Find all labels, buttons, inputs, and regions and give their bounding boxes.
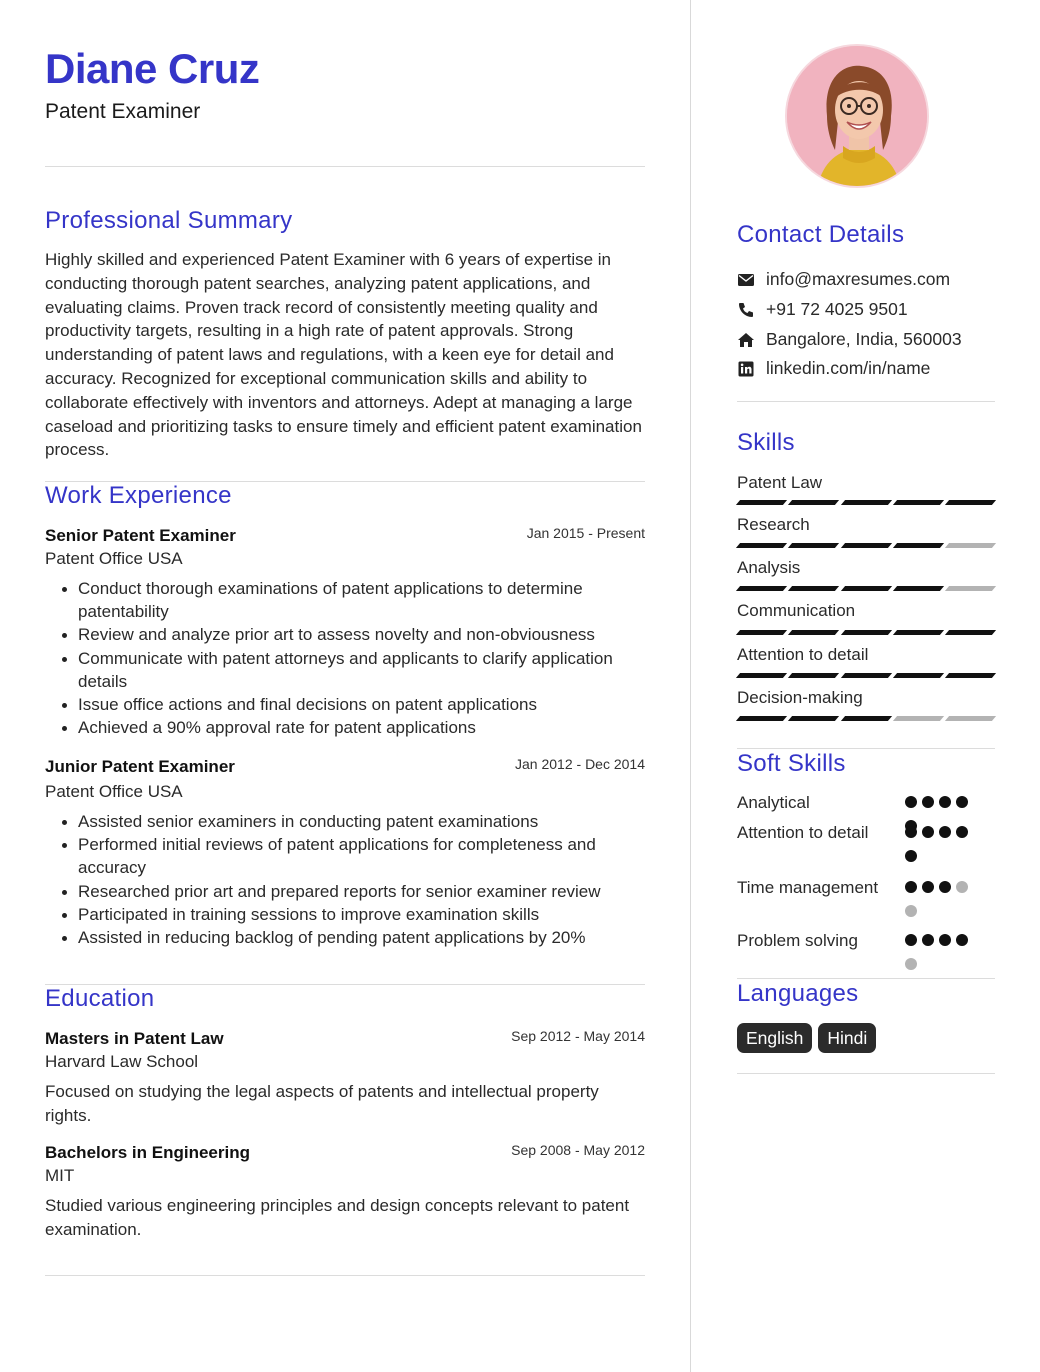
soft-skills-title: Soft Skills <box>737 750 846 777</box>
education-description: Studied various engineering principles and design concepts relevant to patent examination. <box>45 1196 630 1239</box>
skill-level-segment <box>893 673 944 678</box>
skill-level-segment <box>840 630 891 635</box>
contact-title: Contact Details <box>737 221 905 248</box>
contact-phone[interactable] <box>737 297 995 321</box>
soft-skill-name: Attention to detail <box>737 823 869 842</box>
contact-email[interactable] <box>737 267 995 291</box>
skill-level-segment <box>788 673 839 678</box>
experience-title: Work Experience <box>45 482 232 509</box>
summary-title: Professional Summary <box>45 207 293 234</box>
list-item: Assisted in reducing backlog of pending patent applications by 20% <box>78 926 645 949</box>
skill-level-segment <box>736 673 787 678</box>
home-icon <box>737 331 755 349</box>
list-item: Assisted senior examiners in conducting patent examinations <box>78 810 645 833</box>
soft-skill-name: Analytical <box>737 793 810 812</box>
rating-dot <box>956 826 968 838</box>
skill-name: Analysis <box>737 558 801 577</box>
profile-photo <box>787 46 929 188</box>
contact-linkedin-text: linkedin.com/in/name <box>766 358 931 378</box>
skill-level-segment <box>945 543 996 548</box>
list-item: Performed initial reviews of patent applications for completeness and accuracy <box>78 833 645 879</box>
skill-level-segment <box>788 543 839 548</box>
skill-level-segment <box>736 586 787 591</box>
school-name: MIT <box>45 1166 75 1185</box>
rating-dot <box>922 934 934 946</box>
contact-email-text: info@maxresumes.com <box>766 269 951 289</box>
skill-name: Communication <box>737 601 856 620</box>
skill-level-segment <box>736 500 787 505</box>
contact-linkedin[interactable] <box>737 356 995 380</box>
avatar <box>785 44 929 188</box>
skill-level-segment <box>840 586 891 591</box>
skill-level-segment <box>893 543 944 548</box>
language-tag: English <box>737 1023 812 1053</box>
envelope-icon <box>737 271 755 289</box>
rating-dot <box>905 934 917 946</box>
skill-level-bar <box>738 543 994 549</box>
phone-icon <box>737 301 755 319</box>
column-divider <box>690 0 691 1372</box>
skill-level-segment <box>945 673 996 678</box>
soft-skill-name: Problem solving <box>737 931 858 950</box>
rating-dot <box>939 796 951 808</box>
candidate-name: Diane Cruz <box>45 45 260 92</box>
linkedin-icon <box>737 360 755 378</box>
skill-level-segment <box>736 543 787 548</box>
education-date: Sep 2012 - May 2014 <box>511 1028 645 1044</box>
skill-name: Attention to detail <box>737 645 869 664</box>
education-date: Sep 2008 - May 2012 <box>511 1142 645 1158</box>
school-name: Harvard Law School <box>45 1052 199 1071</box>
language-tag: Hindi <box>818 1023 876 1053</box>
rating-dot <box>956 934 968 946</box>
skill-level-bar <box>738 630 994 636</box>
skill-level-segment <box>788 630 839 635</box>
list-item: Issue office actions and final decisions on patent applications <box>78 693 645 716</box>
skill-level-bar <box>738 586 994 592</box>
rating-dot <box>905 905 917 917</box>
summary-text: Highly skilled and experienced Patent Examiner with 6 years of expertise in conducting thorough patent searches, analyzing patent applications, and evaluating claims. Proven track record of consistently meeting quality and productivity targets, resulting in a high rate of patent approvals. Strong understanding of patent laws and regulations, with a keen eye for detail and accuracy. Recognized for exceptional communication skills and ability to collaborate effectively with inventors and attorneys. Adept at managing a large caseload and prioritizing tasks to ensure timely and efficient patent examination process. <box>45 250 642 460</box>
skill-level-segment <box>788 716 839 721</box>
skill-level-segment <box>788 586 839 591</box>
job-bullets <box>78 577 645 739</box>
rating-dot <box>956 881 968 893</box>
job-date: Jan 2012 - Dec 2014 <box>515 756 645 772</box>
skill-level-segment <box>945 586 996 591</box>
rating-dot <box>956 796 968 808</box>
job-bullets <box>78 810 645 949</box>
rating-dot <box>905 796 917 808</box>
job-organization: Patent Office USA <box>45 782 183 801</box>
education-title: Education <box>45 985 155 1012</box>
rating-dot <box>905 826 917 838</box>
skill-level-segment <box>893 716 944 721</box>
header-divider <box>45 166 645 167</box>
contact-address-text: Bangalore, India, 560003 <box>766 329 962 349</box>
skill-name: Patent Law <box>737 473 823 492</box>
skill-level-segment <box>945 500 996 505</box>
skill-level-bar <box>738 673 994 679</box>
rating-dot <box>939 881 951 893</box>
skill-level-segment <box>945 630 996 635</box>
languages-divider <box>737 1073 995 1074</box>
skill-level-segment <box>736 716 787 721</box>
skill-level-segment <box>893 586 944 591</box>
skill-level-segment <box>840 716 891 721</box>
skill-level-segment <box>736 630 787 635</box>
list-item: Participated in training sessions to improve examination skills <box>78 903 645 926</box>
job-date: Jan 2015 - Present <box>526 525 645 541</box>
degree-title: Masters in Patent Law <box>45 1029 224 1048</box>
rating-dot <box>905 881 917 893</box>
list-item: Review and analyze prior art to assess novelty and non-obviousness <box>78 623 645 646</box>
rating-dot <box>922 881 934 893</box>
rating-dot <box>905 958 917 970</box>
rating-dot <box>939 826 951 838</box>
list-item: Researched prior art and prepared reports for senior examiner review <box>78 880 645 903</box>
skill-name: Decision-making <box>737 688 863 707</box>
skills-title: Skills <box>737 429 795 456</box>
list-item: Communicate with patent attorneys and applicants to clarify application details <box>78 647 645 693</box>
education-description: Focused on studying the legal aspects of patents and intellectual property rights. <box>45 1082 599 1125</box>
job-title: Senior Patent Examiner <box>45 526 236 545</box>
list-item: Achieved a 90% approval rate for patent applications <box>78 716 645 739</box>
skill-level-segment <box>945 716 996 721</box>
languages-list <box>737 1023 876 1053</box>
skill-name: Research <box>737 515 810 534</box>
rating-dot <box>905 850 917 862</box>
degree-title: Bachelors in Engineering <box>45 1143 250 1162</box>
skill-level-segment <box>893 630 944 635</box>
skill-level-bar <box>738 500 994 506</box>
rating-dot <box>939 934 951 946</box>
candidate-role: Patent Examiner <box>45 100 201 123</box>
contact-divider <box>737 401 995 402</box>
skill-level-segment <box>840 500 891 505</box>
soft-skill-name: Time management <box>737 878 879 897</box>
contact-address <box>737 327 995 351</box>
skill-level-bar <box>738 716 994 722</box>
skill-level-segment <box>840 543 891 548</box>
job-title: Junior Patent Examiner <box>45 757 235 776</box>
education-divider <box>45 1275 645 1276</box>
rating-dot <box>922 826 934 838</box>
skill-level-segment <box>788 500 839 505</box>
contact-phone-text: +91 72 4025 9501 <box>766 299 908 319</box>
languages-title: Languages <box>737 980 859 1007</box>
rating-dot <box>922 796 934 808</box>
skill-level-segment <box>840 673 891 678</box>
list-item: Conduct thorough examinations of patent applications to determine patentability <box>78 577 645 623</box>
skill-level-segment <box>893 500 944 505</box>
job-organization: Patent Office USA <box>45 549 183 568</box>
